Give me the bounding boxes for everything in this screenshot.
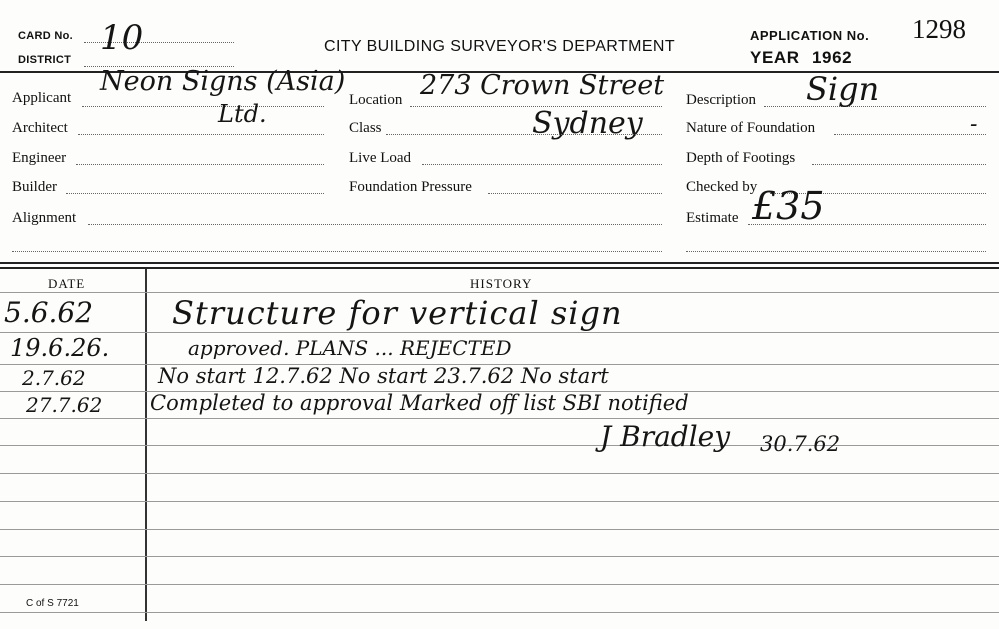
ruled-line	[0, 292, 999, 293]
application-number: 1298	[912, 14, 966, 44]
section-rule-top	[0, 262, 999, 264]
alignment-dotted-line	[88, 224, 662, 225]
estimate-second-dotted-line	[686, 251, 986, 252]
checked-by-label: Checked by	[686, 179, 758, 195]
history-text: Completed to approval Marked off list SBI notified	[150, 391, 689, 415]
history-text: No start 12.7.62 No start 23.7.62 No start	[158, 364, 609, 388]
applicant-value-line1: Neon Signs (Asia)	[100, 66, 346, 97]
history-column-header: HISTORY	[470, 276, 533, 291]
engineer-label: Engineer	[12, 150, 67, 166]
district-label: DISTRICT	[18, 54, 72, 66]
card-no-label: CARD No.	[18, 30, 73, 42]
date-column-header: DATE	[48, 276, 86, 291]
live-load-label: Live Load	[349, 150, 412, 166]
history-date: 19.6.26.	[10, 334, 110, 362]
ruled-line	[0, 584, 999, 585]
ruled-line	[0, 556, 999, 557]
architect-dotted-line	[78, 134, 324, 135]
description-value: Sign	[806, 70, 880, 108]
nature-of-foundation-dotted-line	[834, 134, 986, 135]
applicant-value-line2: Ltd.	[218, 100, 267, 128]
alignment-label: Alignment	[12, 210, 77, 226]
signature: J Bradley	[600, 420, 731, 453]
class-label: Class	[349, 120, 382, 136]
ruled-line	[0, 332, 999, 333]
depth-of-footings-dotted-line	[812, 164, 986, 165]
department-title: CITY BUILDING SURVEYOR'S DEPARTMENT	[324, 38, 676, 55]
history-date: 5.6.62	[4, 296, 94, 329]
builder-label: Builder	[12, 179, 57, 195]
estimate-label: Estimate	[686, 210, 739, 226]
history-text: approved. PLANS ... REJECTED	[188, 336, 512, 360]
ruled-line	[0, 418, 999, 419]
description-label: Description	[686, 92, 756, 108]
nature-of-foundation-value: -	[970, 112, 978, 137]
history-text: Structure for vertical sign	[172, 294, 623, 332]
card-no-value: 10	[100, 18, 144, 58]
applicant-label: Applicant	[12, 90, 72, 106]
form-code: C of S 7721	[26, 598, 79, 609]
application-no-label: APPLICATION No.	[750, 28, 870, 43]
ruled-line	[0, 501, 999, 502]
year-label: YEAR	[750, 48, 800, 67]
engineer-dotted-line	[76, 164, 324, 165]
foundation-pressure-dotted-line	[488, 193, 662, 194]
history-date: 2.7.62	[22, 366, 86, 390]
year-value: 1962	[812, 48, 853, 67]
history-date: 27.7.62	[26, 393, 103, 417]
location-value-line2: Sydney	[532, 106, 643, 141]
signature-date: 30.7.62	[760, 432, 841, 456]
depth-of-footings-label: Depth of Footings	[686, 150, 796, 166]
alignment-second-dotted-line	[12, 251, 662, 252]
section-rule-bottom	[0, 267, 999, 269]
live-load-dotted-line	[422, 164, 662, 165]
location-value-line1: 273 Crown Street	[420, 70, 665, 101]
class-dotted-line	[386, 134, 662, 135]
foundation-pressure-label: Foundation Pressure	[349, 179, 472, 195]
ruled-line	[0, 529, 999, 530]
ruled-line	[0, 473, 999, 474]
ruled-line	[0, 445, 999, 446]
ruled-line	[0, 612, 999, 613]
location-label: Location	[349, 92, 403, 108]
nature-of-foundation-label: Nature of Foundation	[686, 120, 816, 136]
builder-dotted-line	[66, 193, 324, 194]
architect-label: Architect	[12, 120, 68, 136]
applicant-dotted-line	[82, 106, 324, 107]
estimate-value: £35	[752, 184, 825, 228]
